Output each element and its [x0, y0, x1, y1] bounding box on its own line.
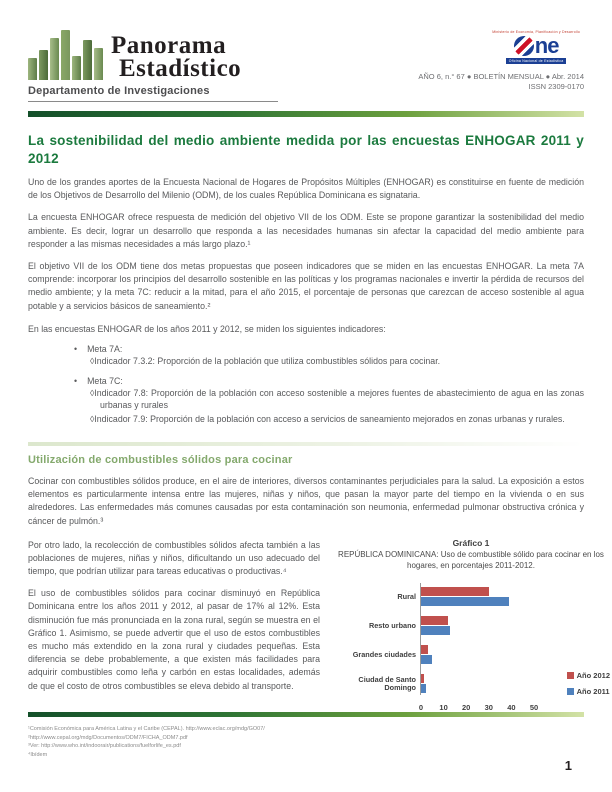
- brand-title: [111, 34, 241, 80]
- chart-bar-group: [421, 587, 534, 606]
- chart-row: [338, 587, 534, 606]
- footnote: ¹Comisión Económica para América Latina y el Caribe (CEPAL). http://www.eclac.org/mdg/GO07/: [28, 726, 265, 732]
- chart-row: [338, 616, 534, 635]
- chart-bar-group: [421, 674, 534, 693]
- chart-body: [338, 587, 610, 715]
- chart-category-label: Resto urbano: [368, 620, 416, 630]
- footnote: ⁴Ibídem: [28, 751, 48, 758]
- page-number: 1: [564, 758, 572, 773]
- bar-chart-logo-icon: [28, 30, 103, 80]
- chart-xtick-label: 30: [484, 703, 493, 713]
- indicator-item: ◊Indicador 7.8: Proporción de la población con acceso sostenible a mejores fuentes de abastecimiento de agua en las zonas urbanas y rurales: [90, 387, 584, 411]
- chart-xtick-label: 20: [462, 703, 471, 713]
- legend-label: Año 2011: [576, 687, 610, 697]
- chart-row: [338, 674, 534, 693]
- chart-legend: [567, 671, 610, 696]
- indicators-intro: En las encuestas ENHOGAR de los años 2011 y 2012, se miden los siguientes indicadores:: [28, 323, 386, 334]
- issn: ISSN 2309-0170: [528, 82, 584, 91]
- one-logo-tagline-bottom: Oficina Nacional de Estadística: [506, 58, 567, 64]
- bullet-label: • Meta 7C:: [74, 376, 584, 386]
- grafico-1-chart: [338, 537, 610, 716]
- paragraph: Uno de los grandes aportes de la Encuesta Nacional de Hogares de Propósitos Múltiples (ENHOGAR) es constituirse en fuente de medición de los Objetivos de Desarrollo del Milenio (ODM), de los cuales República Dominicana es signataria.: [28, 177, 584, 201]
- chart-bar: [421, 616, 448, 625]
- paragraph: Por otro lado, la recolección de combustibles sólidos afecta también a las poblaciones de mujeres, niñas y niños, dificultando un uso adecuado del tiempo, que podrían utilizar para tareas educativas o productivas.⁴: [28, 539, 320, 577]
- chart-title: Gráfico 1: [452, 537, 490, 548]
- chart-bar: [421, 684, 426, 693]
- one-circle-icon: [514, 36, 534, 56]
- article-title: La sostenibilidad del medio ambiente medida por las encuestas ENHOGAR 2011 y 2012: [28, 133, 584, 166]
- one-logo-tagline-top: Ministerio de Economía, Planificación y Desarrollo: [492, 30, 580, 34]
- masthead-right: [364, 30, 584, 91]
- masthead: [28, 30, 584, 102]
- chart-legend-item: [567, 687, 610, 696]
- footer-divider: [28, 712, 584, 717]
- chart-rows: [338, 587, 534, 693]
- chart-category-label: Rural: [397, 591, 416, 601]
- brand-block: [28, 30, 278, 102]
- chart-bar-group: [421, 645, 534, 664]
- one-logo: [492, 30, 580, 64]
- brand-title-line1: Panorama: [111, 32, 227, 59]
- one-wordmark-text: ne: [534, 33, 559, 58]
- footer: [28, 712, 584, 759]
- brand-title-line2: Estadístico: [119, 55, 242, 82]
- chart-category-label: Ciudad de Santo Domingo: [358, 674, 416, 692]
- one-wordmark: [514, 35, 559, 57]
- chart-bar: [421, 597, 509, 606]
- chart-subtitle: REPÚBLICA DOMINICANA: Uso de combustible sólido para cocinar en los hogares, en porcentajes 2011-2012.: [338, 549, 604, 570]
- footnote: ³Ver: http://www.who.int/indoorair/publications/fuelforlife_es.pdf: [28, 743, 181, 750]
- chart-bar: [421, 655, 432, 664]
- footnote: ²http://www.cepal.org/mdg/Documentos/ODM7/FICHA_ODM7.pdf: [28, 734, 188, 741]
- indicator-item: ◊Indicador 7.9: Proporción de la población con acceso a servicios de saneamiento mejorados en zonas urbanas y rurales.: [90, 414, 565, 425]
- chart-xtick-label: 10: [439, 703, 448, 713]
- chart-row: [338, 645, 534, 664]
- left-column: [28, 530, 320, 716]
- section-divider: [28, 442, 584, 446]
- chart-xtick-label: 40: [507, 703, 516, 713]
- paragraph: El objetivo VII de los ODM tiene dos metas propuestas que poseen indicadores que se miden en las encuestas ENHOGAR. La meta 7A comprende: incorporar los principios del desarrollo sostenible en las políticas y los programas nacionales e invertir la pérdida de recursos del medio ambiente; y la meta 7C: reducir a la mitad, para el año 2015, el porcentaje de personas que carezcan de acceso sostenible al agua potable y a servicios básicos de saneamiento.²: [28, 261, 584, 311]
- chart-bar: [421, 645, 428, 654]
- chart-xtick-label: 50: [529, 703, 539, 713]
- footnotes: [28, 725, 584, 759]
- two-column-area: [28, 530, 610, 716]
- issue-line: AÑO 6, n.° 67 ● BOLETÍN MENSUAL ● Abr. 2014: [418, 72, 584, 81]
- bullet-label: • Meta 7A:: [74, 344, 584, 354]
- legend-swatch-icon: [567, 672, 574, 679]
- paragraph: Cocinar con combustibles sólidos produce, en el aire de interiores, diversos contaminantes perjudiciales para la salud. La exposición a estos elementos es particularmente intensa entre las mujeres, niñas y niños, que pasan la mayor parte del tiempo en la vivienda o en sus alrededores. Las enfermedades más comunes causadas por esta contaminación son neumonia, enfermedad pulmonar obstructiva crónica y cáncer de pulmón.³: [28, 475, 584, 526]
- indicator-item: ◊Indicador 7.3.2: Proporción de la población que utiliza combustibles sólidos para cocinar.: [90, 355, 441, 366]
- bullet-group-meta-7c: [28, 376, 584, 426]
- right-column: [336, 530, 610, 716]
- chart-bar: [421, 587, 489, 596]
- department-subtitle: Departamento de Investigaciones: [28, 85, 278, 102]
- bullet-group-meta-7a: [28, 344, 584, 368]
- chart-bar: [421, 674, 424, 683]
- paragraph: La encuesta ENHOGAR ofrece respuesta de medición del objetivo VII de los ODM. Este se propone garantizar la sostenibilidad del medio ambiente. Es decir, lograr un desarrollo que responda a las necesidades humanas sin afectar la capacidad del medio ambiente para responder a las mismas necesidades a más largo plazo.¹: [28, 212, 584, 249]
- chart-xtick-label: 0: [418, 703, 424, 713]
- paragraph: El uso de combustibles sólidos para cocinar disminuyó en República Dominicana entre los años 2011 y 2012, al pasar de 17% al 12%. Esta disminución fue más pronunciada en la zona rural, según se muestra en el Gráfico 1. Asimismo, se puede advertir que el uso de estos combustibles es mucho más extendido en la zona rural y ciudades pequeñas. Esta diferencia se debe probablemente, a que existen más facilidades para adquirir combustibles como leña y carbón en estas localidades, además de que el costo de otros combustibles se eleva debido al transporte.: [28, 588, 320, 691]
- section-heading: Utilización de combustibles sólidos para cocinar: [28, 453, 293, 466]
- header-divider: [28, 111, 584, 117]
- chart-legend-item: [567, 671, 610, 680]
- legend-swatch-icon: [567, 688, 574, 695]
- chart-bar: [421, 626, 450, 635]
- chart-bar-group: [421, 616, 534, 635]
- chart-category-label: Grandes ciudades: [352, 649, 416, 659]
- legend-label: Año 2012: [576, 671, 610, 681]
